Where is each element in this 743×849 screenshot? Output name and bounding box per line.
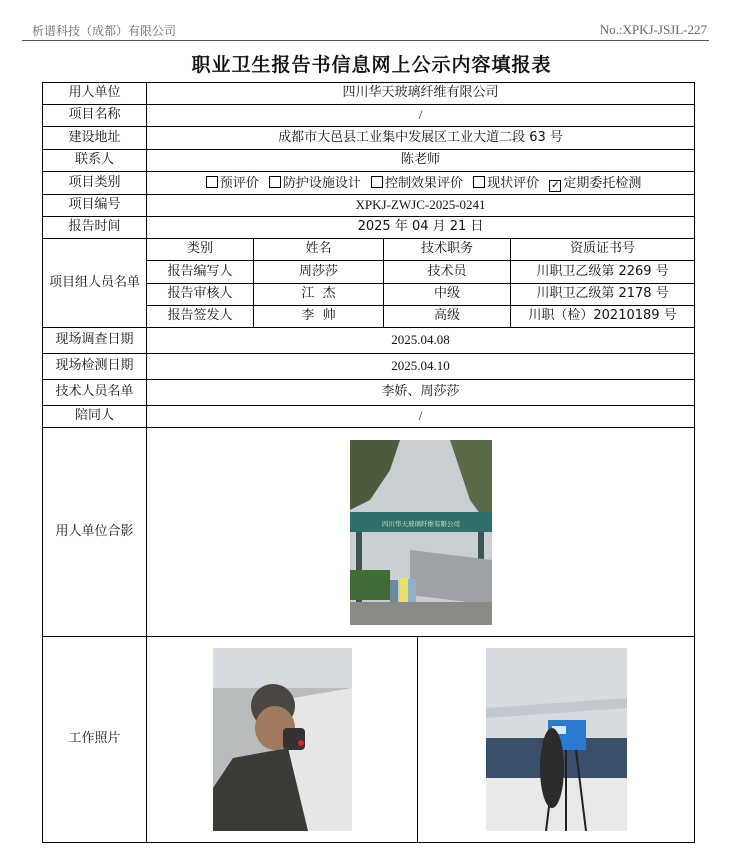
survey-date-label: 现场调查日期 [43, 328, 147, 354]
meter-light [298, 740, 304, 746]
row-work-photos [43, 637, 695, 843]
header-divider [22, 40, 709, 41]
company-name: 析谱科技（成都）有限公司 [32, 24, 177, 38]
team-title: 技术员 [384, 261, 511, 284]
row-project-no [43, 195, 695, 217]
grass [350, 570, 390, 600]
category-options [147, 172, 695, 195]
person-2 [400, 578, 408, 602]
report-form-table [42, 82, 695, 843]
team-name: 李 帅 [254, 306, 384, 328]
team-title: 中级 [384, 284, 511, 306]
option-periodic-testing: 定期委托检测 [563, 175, 642, 191]
row-report-time [43, 217, 695, 239]
row-project-name [43, 105, 695, 127]
team-cert: 川职卫乙级第 2178 号 [511, 284, 695, 306]
employer-value: 四川华天玻璃纤维有限公司 [147, 83, 695, 105]
row-tech-staff [43, 380, 695, 406]
noise-meter [283, 728, 305, 750]
option-protection-design: 防护设施设计 [282, 175, 361, 191]
checkbox-pre-evaluation[interactable] [206, 176, 218, 188]
project-no-label: 项目编号 [43, 195, 147, 217]
contact-value: 陈老师 [147, 150, 695, 172]
project-name-label: 项目名称 [43, 105, 147, 127]
test-date-value: 2025.04.10 [147, 354, 695, 380]
team-header-title: 技术职务 [384, 239, 511, 261]
team-header-role: 类别 [147, 239, 254, 261]
page-title: 职业卫生报告书信息网上公示内容填报表 [191, 54, 552, 76]
escort-value: / [147, 406, 695, 428]
row-test-date [43, 354, 695, 380]
gate-sign-text: 四川华天玻璃纤维有限公司 [381, 519, 460, 528]
tech-staff-value: 李娇、周莎莎 [147, 380, 695, 406]
report-time-label: 报告时间 [43, 217, 147, 239]
person-3 [408, 579, 416, 602]
team-role: 报告编写人 [147, 261, 254, 284]
row-group-photo [43, 428, 695, 637]
group-photo [350, 440, 492, 625]
team-header-cert: 资质证书号 [511, 239, 695, 261]
project-name-value: / [147, 105, 695, 127]
escort-label: 陪同人 [43, 406, 147, 428]
tech-staff-label: 技术人员名单 [43, 380, 147, 406]
survey-date-value: 2025.04.08 [147, 328, 695, 354]
team-label: 项目组人员名单 [43, 239, 147, 328]
contact-label: 联系人 [43, 150, 147, 172]
checkbox-control-effect[interactable] [371, 176, 383, 188]
option-status-evaluation: 现状评价 [487, 175, 540, 191]
address-value: 成都市大邑县工业集中发展区工业大道二段 63 号 [147, 127, 695, 150]
team-header-name: 姓名 [254, 239, 384, 261]
row-employer [43, 83, 695, 105]
person-1 [390, 580, 398, 602]
row-escort [43, 406, 695, 428]
work-photo-cell-left [147, 637, 418, 843]
row-address [43, 127, 695, 150]
work-photo-right [486, 648, 627, 831]
team-name: 周莎莎 [254, 261, 384, 284]
work-photo-cell-right [418, 637, 695, 843]
work-photo-label: 工作照片 [43, 637, 147, 843]
checkbox-periodic-testing[interactable]: ✓ [551, 179, 560, 191]
address-label: 建设地址 [43, 127, 147, 150]
ceiling [213, 648, 352, 688]
operator [540, 728, 564, 808]
work-photo-left [213, 648, 352, 831]
row-survey-date [43, 328, 695, 354]
row-contact [43, 150, 695, 172]
row-category [43, 172, 695, 195]
category-label: 项目类别 [43, 172, 147, 195]
test-date-label: 现场检测日期 [43, 354, 147, 380]
road [350, 602, 492, 625]
option-control-effect: 控制效果评价 [385, 175, 464, 191]
team-cert: 川职（检）20210189 号 [511, 306, 695, 328]
group-photo-label: 用人单位合影 [43, 428, 147, 637]
report-time-value: 2025 年 04 月 21 日 [147, 217, 695, 239]
group-photo-cell [147, 428, 695, 637]
checkbox-status-evaluation[interactable] [473, 176, 485, 188]
team-role: 报告审核人 [147, 284, 254, 306]
team-role: 报告签发人 [147, 306, 254, 328]
employer-label: 用人单位 [43, 83, 147, 105]
team-name: 江 杰 [254, 284, 384, 306]
checkbox-protection-design[interactable] [269, 176, 281, 188]
team-title: 高级 [384, 306, 511, 328]
team-header-row [43, 239, 695, 261]
team-cert: 川职卫乙级第 2269 号 [511, 261, 695, 284]
option-pre-evaluation: 预评价 [219, 175, 259, 191]
project-no-value: XPKJ-ZWJC-2025-0241 [147, 195, 695, 217]
document-number: No.:XPKJ-JSJL-227 [599, 22, 707, 37]
